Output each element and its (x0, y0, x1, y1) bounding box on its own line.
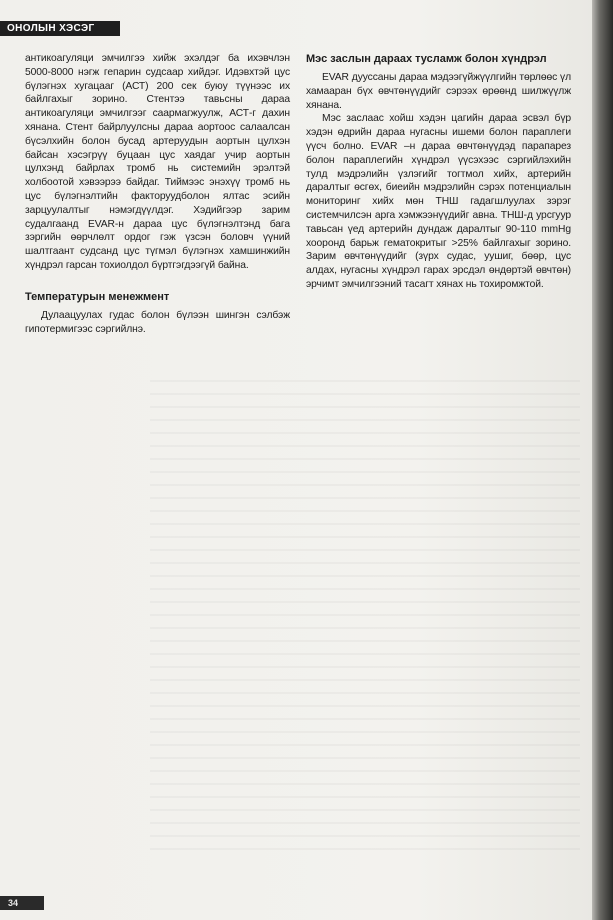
right-paragraph-1: EVAR дууссаны дараа мэдээгүйжүүлгийн төрлөөс үл хамааран бүх өвчтөнүүдийг сэрээх өрөөнд шилжүүлж хянана. (306, 72, 571, 111)
section-header-bar (0, 21, 120, 36)
page-number: 34 (8, 898, 19, 908)
section-header-label: ОНОЛЫН ХЭСЭГ (7, 23, 95, 34)
postoperative-care-heading: Мэс заслын дараах тусламж болон хүндрэл (306, 53, 547, 65)
temperature-management-heading: Температурын менежмент (25, 290, 170, 303)
temperature-management-text: Дулаацуулах гудас болон бүлээн шингэн сэлбэж гипотермигээс сэргийлнэ. (25, 309, 290, 335)
page-number-bar (0, 896, 44, 910)
right-paragraph-2: Мэс заслаас хойш хэдэн цагийн дараа эсвэл бүр хэдэн өдрийн дараа нугасны ишеми болон параплеги үүсч болно. EVAR –н дараа өвчтөнүүдэд парапарез болон параплегийн хүндрэл үүсэхээс сэргийлэхийн тулд мэдрэлийн үзлэгийг тогтмол хийх, артерийн даралтыг өсгөх, биеийн мэдрэлийн сэрэх потенциалын мониторинг хийх мөн ТНШ гадагшлуулах зэрэг системчилсэн арга хэмжээнүүдийг авна. ТНШ-д урсгуур тавьсан үед артерийн дундаж даралтыг 90-110 mmHg хооронд барьж гематокритыг >25% байлгахыг зорино. Зарим өвчтөнүүдийг (зүрх судас, уушиг, бөөр, цус алдах, нугасны хүндрэл гарах эрсдэл өндөртэй өвчтөн) эрчимт эмчилгээний тасагт хянах нь тохиромжтой. (306, 113, 571, 290)
right-column (306, 52, 571, 292)
book-spine-shadow (592, 0, 613, 920)
show-through-texture (150, 380, 580, 850)
left-column (25, 52, 290, 336)
left-paragraph-1: антикоагуляци эмчилгээ хийж эхэлдэг ба ихэвчлэн 5000-8000 нэгж гепарин судсаар хийдэг. Идэвхтэй цус бүлэгнэх хугацааг (АСТ) 200 сек буюу түүнээс их байлгахыг зорино. Стентээ тавьсны дараа антикоагуляци эмчилгээг саармагжуулж, АСТ-г дахин хянана. Стент байрлуулсны дараа аортоос салаалсан бүсэлхийн болон бусад артеруудын аортын цулхэн байсан хэсэгрүү буцаан цус хаядаг учир аортын цулхэнд байрлах тромб нь системийн эрэлтэй холбоотой хэвээрээ байдаг. Тиймээс энэхүү тромб нь цус бүлэгнэлтийн факторуудболон ялтас эсийн зарцуулалтыг нэмэгдүүлдэг. Хэдийгээр зарим судалгаанд EVAR-н дараа цус бүлэгнэлтэнд бага зэргийн өөрчлөлт ордог гэж үзсэн боловч үүний шалтгаант судсанд цус түгмэл бүлэгнэх хамшинжийн хүндрэл гарсан тохиолдол бүртгэгдээгүй байна. (25, 53, 290, 271)
